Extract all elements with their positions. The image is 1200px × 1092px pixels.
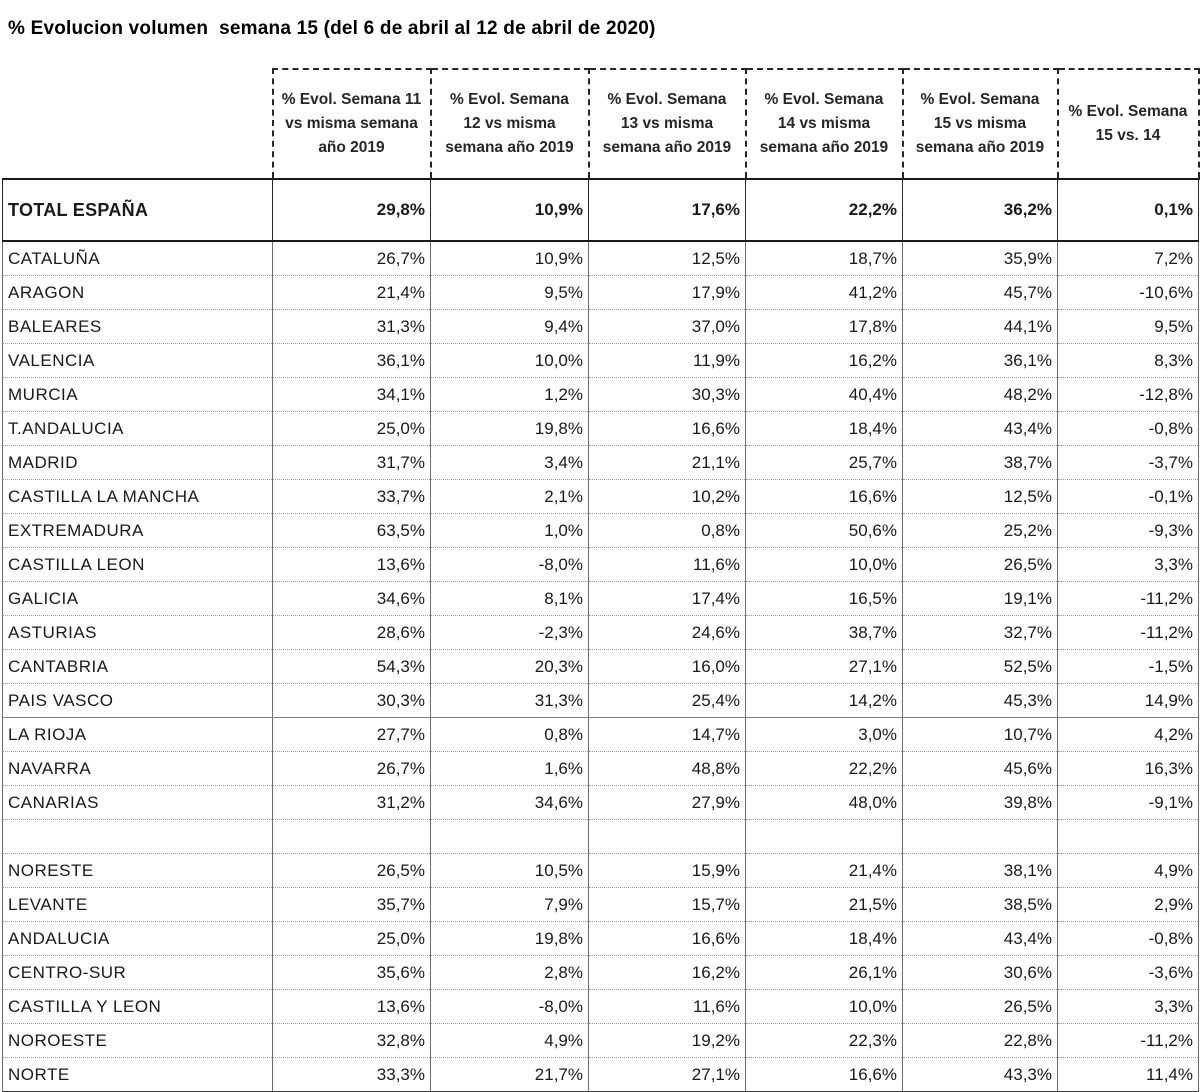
value-cell	[746, 820, 903, 854]
value-cell: 8,3%	[1058, 344, 1199, 378]
value-cell: 14,7%	[589, 718, 746, 752]
value-cell: 34,6%	[431, 786, 589, 820]
total-row	[3, 179, 1199, 241]
value-cell: 19,1%	[903, 582, 1058, 616]
value-cell: 11,9%	[589, 344, 746, 378]
value-cell: 19,8%	[431, 922, 589, 956]
value-cell: 16,6%	[589, 412, 746, 446]
value-cell: 27,1%	[589, 1058, 746, 1092]
value-cell: 26,5%	[903, 990, 1058, 1024]
value-cell: -2,3%	[431, 616, 589, 650]
value-cell: 31,7%	[273, 446, 431, 480]
table-row	[3, 310, 1199, 344]
row-label: CANARIAS	[3, 786, 273, 820]
value-cell: 12,5%	[903, 480, 1058, 514]
value-cell: 32,7%	[903, 616, 1058, 650]
value-cell: 27,7%	[273, 718, 431, 752]
table-row	[3, 582, 1199, 616]
value-cell: 26,1%	[746, 956, 903, 990]
table-row	[3, 514, 1199, 548]
row-label: NORESTE	[3, 854, 273, 888]
value-cell: 9,5%	[1058, 310, 1199, 344]
evolution-table	[2, 68, 1200, 1092]
table-row	[3, 480, 1199, 514]
spacer-row	[3, 820, 1199, 854]
value-cell: 43,3%	[903, 1058, 1058, 1092]
row-label: MURCIA	[3, 378, 273, 412]
value-cell: 38,1%	[903, 854, 1058, 888]
header-corner-spacer	[3, 69, 273, 179]
value-cell: 4,9%	[431, 1024, 589, 1058]
value-cell: 11,6%	[589, 548, 746, 582]
value-cell: 25,4%	[589, 684, 746, 718]
value-cell: 45,7%	[903, 276, 1058, 310]
value-cell: 8,1%	[431, 582, 589, 616]
value-cell: 26,7%	[273, 241, 431, 276]
value-cell: 3,3%	[1058, 990, 1199, 1024]
value-cell: -9,1%	[1058, 786, 1199, 820]
value-cell: 39,8%	[903, 786, 1058, 820]
value-cell: 16,0%	[589, 650, 746, 684]
column-header: % Evol. Semana 13 vs misma semana año 2019	[589, 69, 746, 179]
value-cell: 54,3%	[273, 650, 431, 684]
row-label: CASTILLA Y LEON	[3, 990, 273, 1024]
page-title: % Evolucion volumen semana 15 (del 6 de abril al 12 de abril de 2020)	[8, 18, 656, 39]
value-cell: 10,5%	[431, 854, 589, 888]
value-cell: 9,5%	[431, 276, 589, 310]
value-cell: 1,6%	[431, 752, 589, 786]
value-cell: 18,7%	[746, 241, 903, 276]
value-cell: 40,4%	[746, 378, 903, 412]
value-cell: 16,3%	[1058, 752, 1199, 786]
value-cell: 30,3%	[589, 378, 746, 412]
value-cell: 45,3%	[903, 684, 1058, 718]
row-label: CASTILLA LA MANCHA	[3, 480, 273, 514]
value-cell: 1,0%	[431, 514, 589, 548]
value-cell: 10,2%	[589, 480, 746, 514]
value-cell: 14,2%	[746, 684, 903, 718]
value-cell: 31,3%	[273, 310, 431, 344]
value-cell: 31,2%	[273, 786, 431, 820]
value-cell: 3,4%	[431, 446, 589, 480]
value-cell: 16,2%	[746, 344, 903, 378]
value-cell: 9,4%	[431, 310, 589, 344]
value-cell: 30,6%	[903, 956, 1058, 990]
value-cell: -0,8%	[1058, 412, 1199, 446]
value-cell: 36,2%	[903, 179, 1058, 241]
table-row	[3, 446, 1199, 480]
value-cell	[1058, 820, 1199, 854]
value-cell: 12,5%	[589, 241, 746, 276]
value-cell: 36,1%	[273, 344, 431, 378]
value-cell: 4,2%	[1058, 718, 1199, 752]
value-cell: 50,6%	[746, 514, 903, 548]
value-cell: 21,1%	[589, 446, 746, 480]
row-label: BALEARES	[3, 310, 273, 344]
table-row	[3, 1024, 1199, 1058]
row-label: CATALUÑA	[3, 241, 273, 276]
column-header: % Evol. Semana 11 vs misma semana año 2019	[273, 69, 431, 179]
value-cell: 22,2%	[746, 179, 903, 241]
value-cell: 10,0%	[431, 344, 589, 378]
value-cell: 16,6%	[746, 480, 903, 514]
value-cell: 0,1%	[1058, 179, 1199, 241]
table-row	[3, 888, 1199, 922]
value-cell: 7,9%	[431, 888, 589, 922]
value-cell: 10,7%	[903, 718, 1058, 752]
row-label: ARAGON	[3, 276, 273, 310]
value-cell: 2,1%	[431, 480, 589, 514]
value-cell: 13,6%	[273, 548, 431, 582]
row-label: NAVARRA	[3, 752, 273, 786]
value-cell: -0,8%	[1058, 922, 1199, 956]
table-row	[3, 616, 1199, 650]
row-label	[3, 820, 273, 854]
value-cell: -11,2%	[1058, 582, 1199, 616]
value-cell: -1,5%	[1058, 650, 1199, 684]
table-row	[3, 786, 1199, 820]
value-cell: 52,5%	[903, 650, 1058, 684]
table-row	[3, 241, 1199, 276]
value-cell: -0,1%	[1058, 480, 1199, 514]
table-row	[3, 956, 1199, 990]
value-cell: 15,7%	[589, 888, 746, 922]
value-cell: 17,6%	[589, 179, 746, 241]
value-cell: 25,0%	[273, 922, 431, 956]
value-cell: 48,2%	[903, 378, 1058, 412]
table-row	[3, 752, 1199, 786]
value-cell: 38,7%	[903, 446, 1058, 480]
table-row	[3, 344, 1199, 378]
value-cell: 16,6%	[589, 922, 746, 956]
row-label: TOTAL ESPAÑA	[3, 179, 273, 241]
table-row	[3, 650, 1199, 684]
row-label: NORTE	[3, 1058, 273, 1092]
value-cell: 26,7%	[273, 752, 431, 786]
value-cell: -8,0%	[431, 548, 589, 582]
table-row	[3, 412, 1199, 446]
table-row	[3, 684, 1199, 718]
value-cell: 26,5%	[273, 854, 431, 888]
table-row	[3, 922, 1199, 956]
value-cell: 32,8%	[273, 1024, 431, 1058]
value-cell: 48,8%	[589, 752, 746, 786]
value-cell: 22,3%	[746, 1024, 903, 1058]
row-label: CANTABRIA	[3, 650, 273, 684]
value-cell: 24,6%	[589, 616, 746, 650]
row-label: EXTREMADURA	[3, 514, 273, 548]
table-row	[3, 718, 1199, 752]
value-cell: 29,8%	[273, 179, 431, 241]
value-cell: 18,4%	[746, 412, 903, 446]
column-header: % Evol. Semana 15 vs misma semana año 2019	[903, 69, 1058, 179]
row-label: GALICIA	[3, 582, 273, 616]
value-cell: 43,4%	[903, 412, 1058, 446]
row-label: ANDALUCIA	[3, 922, 273, 956]
value-cell: 13,6%	[273, 990, 431, 1024]
value-cell: 44,1%	[903, 310, 1058, 344]
value-cell: 36,1%	[903, 344, 1058, 378]
value-cell: -8,0%	[431, 990, 589, 1024]
value-cell: 45,6%	[903, 752, 1058, 786]
row-label: ASTURIAS	[3, 616, 273, 650]
row-label: VALENCIA	[3, 344, 273, 378]
value-cell: 7,2%	[1058, 241, 1199, 276]
value-cell: 27,9%	[589, 786, 746, 820]
value-cell: 10,9%	[431, 241, 589, 276]
column-header: % Evol. Semana 15 vs. 14	[1058, 69, 1199, 179]
value-cell: -11,2%	[1058, 616, 1199, 650]
value-cell: 30,3%	[273, 684, 431, 718]
table-row	[3, 990, 1199, 1024]
value-cell: 21,7%	[431, 1058, 589, 1092]
value-cell: 10,9%	[431, 179, 589, 241]
value-cell: -3,6%	[1058, 956, 1199, 990]
table-body	[3, 179, 1199, 1092]
value-cell: 11,4%	[1058, 1058, 1199, 1092]
row-label: MADRID	[3, 446, 273, 480]
value-cell: 33,3%	[273, 1058, 431, 1092]
value-cell: 34,1%	[273, 378, 431, 412]
value-cell: 35,6%	[273, 956, 431, 990]
row-label: CASTILLA LEON	[3, 548, 273, 582]
value-cell: 10,0%	[746, 990, 903, 1024]
value-cell: 41,2%	[746, 276, 903, 310]
value-cell: 18,4%	[746, 922, 903, 956]
value-cell: 63,5%	[273, 514, 431, 548]
value-cell	[431, 820, 589, 854]
column-header: % Evol. Semana 14 vs misma semana año 2019	[746, 69, 903, 179]
value-cell: 16,2%	[589, 956, 746, 990]
value-cell: -9,3%	[1058, 514, 1199, 548]
value-cell: 3,0%	[746, 718, 903, 752]
value-cell: -10,6%	[1058, 276, 1199, 310]
value-cell: 15,9%	[589, 854, 746, 888]
value-cell: 37,0%	[589, 310, 746, 344]
row-label: T.ANDALUCIA	[3, 412, 273, 446]
value-cell	[903, 820, 1058, 854]
value-cell: 22,8%	[903, 1024, 1058, 1058]
value-cell: 10,0%	[746, 548, 903, 582]
value-cell: 31,3%	[431, 684, 589, 718]
value-cell: 21,4%	[746, 854, 903, 888]
value-cell: 17,9%	[589, 276, 746, 310]
value-cell: 16,6%	[746, 1058, 903, 1092]
value-cell: 21,4%	[273, 276, 431, 310]
value-cell: 4,9%	[1058, 854, 1199, 888]
value-cell: 20,3%	[431, 650, 589, 684]
value-cell: 0,8%	[431, 718, 589, 752]
value-cell: 43,4%	[903, 922, 1058, 956]
value-cell: 17,8%	[746, 310, 903, 344]
row-label: LEVANTE	[3, 888, 273, 922]
value-cell: 38,7%	[746, 616, 903, 650]
value-cell: 11,6%	[589, 990, 746, 1024]
value-cell: 25,7%	[746, 446, 903, 480]
value-cell: 3,3%	[1058, 548, 1199, 582]
row-label: CENTRO-SUR	[3, 956, 273, 990]
row-label: NOROESTE	[3, 1024, 273, 1058]
value-cell: 14,9%	[1058, 684, 1199, 718]
value-cell: 26,5%	[903, 548, 1058, 582]
value-cell: 38,5%	[903, 888, 1058, 922]
value-cell: 16,5%	[746, 582, 903, 616]
value-cell: 19,2%	[589, 1024, 746, 1058]
value-cell: 25,2%	[903, 514, 1058, 548]
value-cell	[589, 820, 746, 854]
row-label: LA RIOJA	[3, 718, 273, 752]
value-cell: 21,5%	[746, 888, 903, 922]
column-header: % Evol. Semana 12 vs misma semana año 2019	[431, 69, 589, 179]
value-cell: 28,6%	[273, 616, 431, 650]
value-cell: -12,8%	[1058, 378, 1199, 412]
table-row	[3, 854, 1199, 888]
value-cell: 0,8%	[589, 514, 746, 548]
value-cell: 48,0%	[746, 786, 903, 820]
value-cell: 27,1%	[746, 650, 903, 684]
value-cell: 34,6%	[273, 582, 431, 616]
value-cell: 1,2%	[431, 378, 589, 412]
value-cell: 19,8%	[431, 412, 589, 446]
value-cell: 2,9%	[1058, 888, 1199, 922]
table-row	[3, 548, 1199, 582]
value-cell: 35,9%	[903, 241, 1058, 276]
table-row	[3, 276, 1199, 310]
value-cell: 2,8%	[431, 956, 589, 990]
table-row	[3, 1058, 1199, 1092]
value-cell: 35,7%	[273, 888, 431, 922]
value-cell: 22,2%	[746, 752, 903, 786]
table-row	[3, 378, 1199, 412]
value-cell: 17,4%	[589, 582, 746, 616]
value-cell: 33,7%	[273, 480, 431, 514]
row-label: PAIS VASCO	[3, 684, 273, 718]
table-header-row	[3, 69, 1199, 179]
value-cell	[273, 820, 431, 854]
value-cell: -3,7%	[1058, 446, 1199, 480]
value-cell: 25,0%	[273, 412, 431, 446]
value-cell: -11,2%	[1058, 1024, 1199, 1058]
